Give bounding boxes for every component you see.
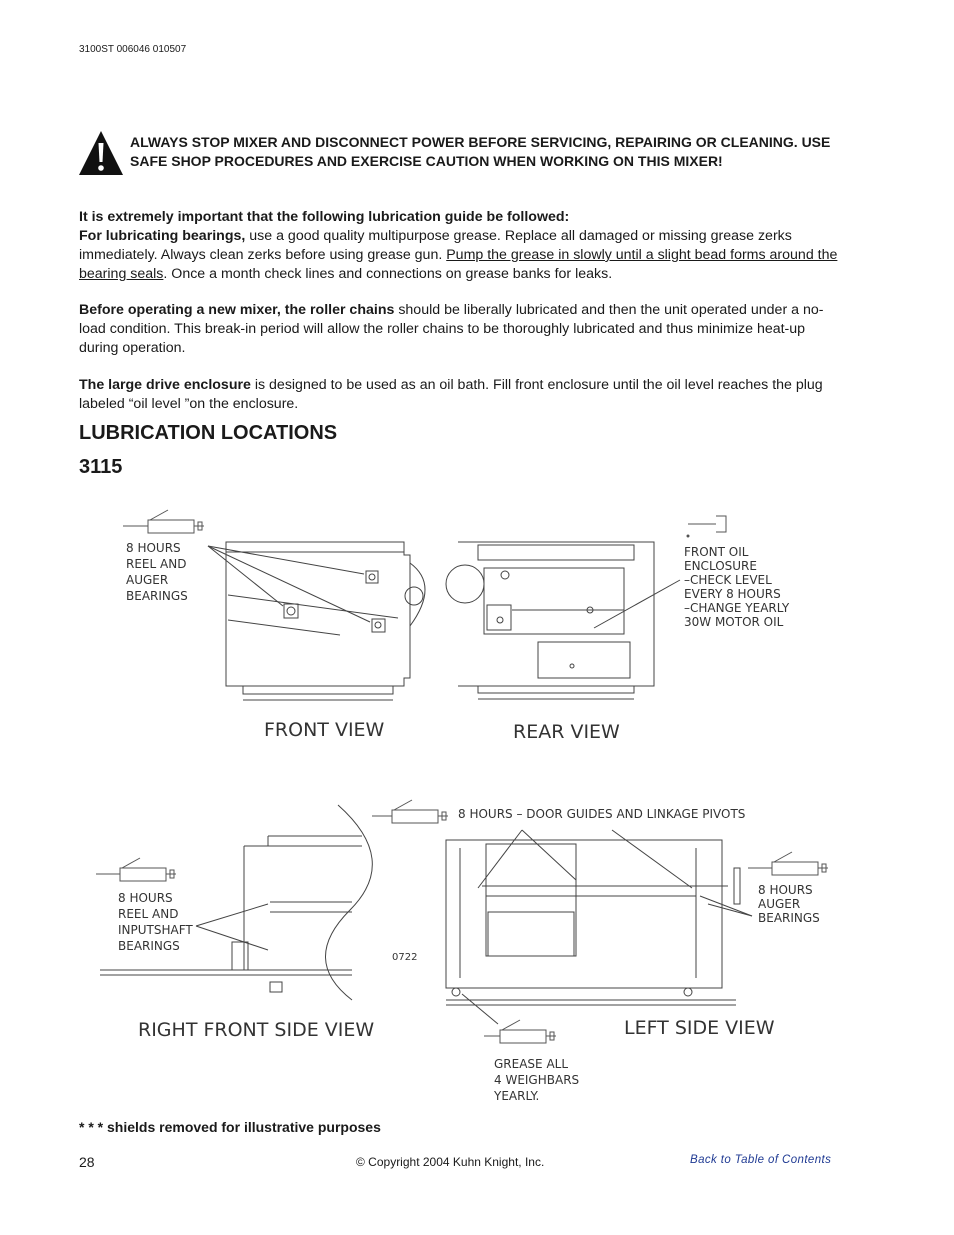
- front-view-note-line: 8 HOURS: [126, 541, 181, 555]
- rear-view-label: REAR VIEW: [513, 721, 620, 743]
- rear-view-note-line: –CHECK LEVEL: [684, 573, 772, 587]
- footnote: * * * shields removed for illustrative purposes: [79, 1119, 381, 1135]
- bearings-lead: For lubricating bearings,: [79, 228, 246, 244]
- left-side-bottom-note-line: GREASE ALL: [494, 1057, 569, 1071]
- bearings-text: use a good quality multipurpose grease. Replace all damaged or missing grease zerks immediately. Always clean zerks before using grease gun.: [79, 228, 792, 263]
- right-front-side-view-label: RIGHT FRONT SIDE VIEW: [138, 1019, 375, 1041]
- left-side-bottom-note-line: YEARLY.: [494, 1089, 540, 1103]
- left-side-right-note-line: 8 HOURS: [758, 883, 813, 897]
- left-side-view-drawing: [372, 800, 828, 1103]
- safety-warning-text: ALWAYS STOP MIXER AND DISCONNECT POWER BEFORE SERVICING, REPAIRING OR CLEANING. USE SAFE SHOP PROCEDURES AND EXERCISE CAUTION WHEN WORKING ON THIS MIXER!: [130, 134, 831, 169]
- front-view-label: FRONT VIEW: [264, 719, 385, 741]
- lubrication-diagram: [0, 500, 954, 1110]
- right-front-note-line: INPUTSHAFT: [118, 923, 193, 937]
- document-id: 3100ST 006046 010507: [79, 44, 187, 55]
- model-number: 3115: [79, 456, 123, 478]
- rear-view-note-line: ENCLOSURE: [684, 559, 757, 573]
- bearings-underlined-text: Pump the grease in slowly until a slight bead forms around the bearing seals: [79, 247, 838, 282]
- right-front-note-line: 8 HOURS: [118, 891, 173, 905]
- right-front-side-view-drawing: [96, 805, 374, 1041]
- bearings-paragraph: [79, 208, 844, 284]
- copyright: © Copyright 2004 Kuhn Knight, Inc.: [356, 1155, 545, 1169]
- front-view-drawing: [123, 510, 425, 741]
- grease-gun-icon: [123, 510, 204, 533]
- section-title: LUBRICATION LOCATIONS: [79, 422, 338, 444]
- rear-view-note-line: 30W MOTOR OIL: [684, 615, 784, 629]
- grease-gun-icon: [96, 858, 176, 881]
- warning-triangle-icon: [78, 130, 124, 176]
- oil-can-icon: [687, 516, 726, 537]
- rear-view-drawing: [446, 516, 790, 743]
- grease-gun-icon: [748, 852, 828, 875]
- rear-view-note-line: –CHANGE YEARLY: [684, 601, 790, 615]
- intro-heading: It is extremely important that the following lubrication guide be followed:: [79, 209, 570, 225]
- right-front-note-line: BEARINGS: [118, 939, 180, 953]
- left-side-view-label: LEFT SIDE VIEW: [624, 1017, 775, 1039]
- rear-view-note-line: EVERY 8 HOURS: [684, 587, 781, 601]
- left-side-right-note-line: AUGER: [758, 897, 801, 911]
- drawing-code: 0722: [392, 952, 418, 963]
- rear-view-note-line: FRONT OIL: [684, 545, 749, 559]
- front-view-note-line: BEARINGS: [126, 589, 188, 603]
- chains-lead: Before operating a new mixer, the roller chains: [79, 302, 395, 318]
- back-to-toc-link[interactable]: Back to Table of Contents: [690, 1154, 832, 1166]
- left-side-bottom-note-line: 4 WEIGHBARS: [494, 1073, 580, 1087]
- left-side-top-note: 8 HOURS – DOOR GUIDES AND LINKAGE PIVOTS: [458, 807, 746, 821]
- left-side-right-note-line: BEARINGS: [758, 911, 820, 925]
- front-view-note-line: AUGER: [126, 573, 169, 587]
- roller-chains-paragraph: [79, 301, 844, 358]
- bearings-tail: . Once a month check lines and connections on grease banks for leaks.: [163, 266, 613, 282]
- chains-text: should be liberally lubricated and then the unit operated under a no-load condition. This break-in period will allow the roller chains to be thoroughly lubricated and thus minimize heat-up during operation.: [79, 302, 824, 356]
- drive-enclosure-paragraph: [79, 376, 844, 414]
- enclosure-text: is designed to be used as an oil bath. Fill front enclosure until the oil level reaches the plug labeled “oil level ”on the enclosure.: [79, 377, 823, 412]
- page-number: 28: [79, 1154, 95, 1170]
- right-front-note-line: REEL AND: [118, 907, 179, 921]
- enclosure-lead: The large drive enclosure: [79, 377, 251, 393]
- front-view-note-line: REEL AND: [126, 557, 187, 571]
- grease-gun-icon: [484, 1020, 556, 1043]
- grease-gun-icon: [372, 800, 448, 823]
